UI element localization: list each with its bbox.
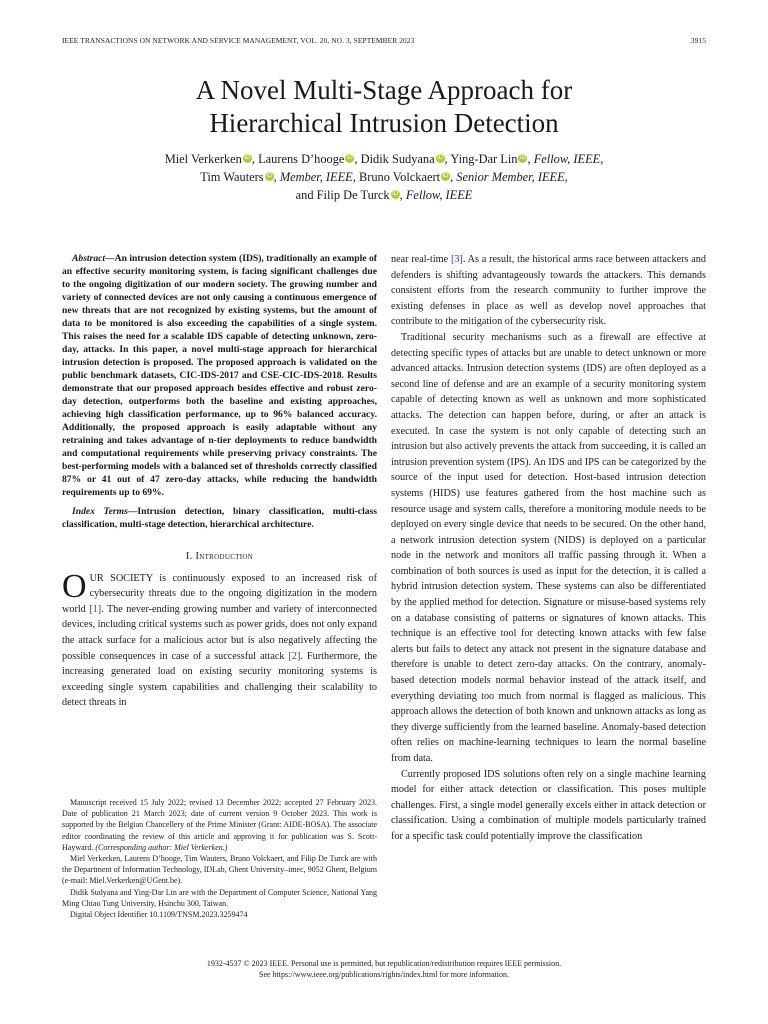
author-separator: ,: [399, 188, 406, 202]
author-name: Tim Wauters: [200, 170, 264, 184]
copyright-text: 2023 IEEE. Personal use is permitted, but republication/redistribution requires IEEE permission.: [249, 959, 562, 968]
intro-caps: UR SOCIETY: [89, 572, 153, 584]
body-text: near real-time: [391, 254, 451, 265]
issn: 1932-4537: [206, 959, 244, 968]
journal-name: IEEE TRANSACTIONS ON NETWORK AND SERVICE MANAGEMENT, VOL. 20, NO. 3, SEPTEMBER 2023: [62, 36, 415, 45]
abstract-label: Abstract: [72, 253, 106, 264]
body-paragraph: Currently proposed IDS solutions often rely on a single machine learning model for either attack detection or classification. This poses multiple challenges. First, a single model generally excels either in attack detection or classification. Using a combination of multiple models particularly trained for a specific task could potentially improve the classification: [391, 768, 706, 842]
orcid-icon[interactable]: iD: [392, 191, 398, 197]
author-separator: ,: [450, 170, 457, 184]
author-line-3: [62, 186, 706, 204]
footnote-text: Manuscript received 15 July 2022; revised 13 December 2022; accepted 27 February 2023. Date of publication 21 March 2023; date of current version 9 October 2023. This work is supported by the Belgian Chancellery of the Prime Minister (Grant: AIDE-BOSA). The associate editor coordinating the review of this article and approving it for publication was S. Scott-Hayward.: [62, 798, 377, 852]
orcid-icon[interactable]: iD: [520, 155, 526, 161]
abstract: [62, 252, 377, 499]
section-heading: [62, 549, 377, 565]
footnote-doi: Digital Object Identifier 10.1109/TNSM.2023.3259474: [70, 910, 248, 920]
page-number: 3915: [690, 36, 706, 45]
abstract-text: —An intrusion detection system (IDS), traditionally an example of an effective security monitoring system, is facing significant challenges due to the ongoing digitization of our modern society. The growing number and variety of connected devices are not only causing a continuous emergence of new threats that are not recognized by existing systems, but the amount of data to be monitored is also exceeding the capabilities of a single system. This raises the need for a scalable IDS capable of detecting unknown, zero-day, attacks. In this paper, a novel multi-stage approach for hierarchical intrusion detection is proposed. The proposed approach is validated on the public benchmark datasets, CIC-IDS-2017 and CSE-CIC-IDS-2018. Results demonstrate that our proposed approach besides effective and robust zero-day detection, outperforms both the baseline and existing approaches, achieving high classification performance, up to 96% balanced accuracy. Additionally, the proposed approach is easily adaptable without any retraining and takes advantage of n-tier deployments to reduce bandwidth and computational requirements while preserving privacy constraints. The best-performing models with a balanced set of thresholds correctly classified 87% or 41 out of 47 zero-day attacks, while reducing the bandwidth requirements up to 69%.: [62, 253, 377, 498]
section-title: Introduction: [195, 551, 254, 562]
drop-cap: O: [62, 567, 87, 605]
body-paragraph: Traditional security mechanisms such as a firewall are effective at detecting specific types of attacks but are unable to detect unknown or more advanced attacks. Intrusion detection systems (IDS) are often deployed as a second line of defense and are an example of a security monitoring system capable of detecting known as well as unknown and more sophisticated attacks. The detection can happen before, during, or after an attack is executed. In case the system is not only capable of detecting such an intrusion but also actively prevents the attack from succeeding, it is called an intrusion prevention system (IPS). An IDS and IPS can be categorized by the source of the input used for detection. Host-based intrusion detection systems (HIDS) use features gathered from the host machine such as resource usage and system calls, therefore a monitoring module needs to be deployed on every single device that needs to be secured. On the other hand, a network intrusion detection system (NIDS) is deployed on a particular node in the network and monitors all traffic passing through it. When a combination of both sources is used as input for the detection, it is called a hybrid intrusion detection system. These systems can also be differentiated by the applied method for detection. Signature or misuse-based systems rely on a database consisting of patterns or signatures of known attacks. This technique is an effective tool for detecting known attacks with few false alerts but fails to detect any attack not present in the signature database and therefore is unable to detect zero-day attacks. On the contrary, anomaly-based detection models normal behavior instead of the attack itself, and everything deviating too much from normal is flagged as malicious. This approach allows the detection of both known and unknown attacks as long as they diverge sufficiently from the learned baseline. Anomaly-based detection often relies on machine-learning techniques to learn the normal baseline from data.: [391, 331, 706, 764]
orcid-icon[interactable]: iD: [437, 155, 443, 161]
author-name: and Filip De Turck: [295, 188, 390, 202]
intro-text: . The never-ending growing number and variety of interconnected devices, including critical systems such as power grids, does not only expand the attack surface for a malicious actor but is also negatively affecting the possible consequences in case of a successful attack: [62, 603, 377, 662]
right-column: [391, 252, 706, 845]
copyright-line-2: See https://www.ieee.org/publications/rights/index.html for more information.: [259, 970, 509, 979]
author-name: , Ying-Dar Lin: [444, 152, 518, 166]
footnote-affiliation-1: Miel Verkerken, Laurens D’hooge, Tim Wauters, Bruno Volckaert, and Filip De Turck are with the Department of Information Technology, IDLab, Ghent University–imec, 9052 Ghent, Belgium (e-mail: Miel.Verkerken@UGent.be).: [62, 854, 377, 886]
copyright-icon: ©: [243, 959, 250, 968]
author-role: Senior Member, IEEE,: [456, 170, 568, 184]
index-terms-text: —Intrusion detection, binary classification, multi-class classification, multi-stage detection, hierarchical architecture.: [62, 506, 377, 530]
body-paragraph: [391, 252, 706, 330]
orcid-icon[interactable]: iD: [347, 155, 353, 161]
section-number: I.: [185, 551, 196, 562]
citation-link[interactable]: [1]: [89, 603, 102, 615]
citation-link[interactable]: [3]: [450, 254, 463, 265]
running-header: [62, 36, 706, 45]
author-name: , Bruno Volckaert: [352, 170, 441, 184]
corresponding-author: (Corresponding author: Miel Verkerken.): [95, 842, 228, 852]
title-line-2: Hierarchical Intrusion Detection: [209, 108, 559, 138]
author-line-1: [62, 150, 706, 168]
author-separator: ,: [527, 152, 534, 166]
author-name: Miel Verkerken: [164, 152, 242, 166]
intro-paragraph: [62, 567, 377, 711]
orcid-icon[interactable]: iD: [266, 173, 272, 179]
paper-title: [62, 74, 706, 140]
author-role: Member, IEEE: [279, 170, 353, 184]
author-name: , Didik Sudyana: [354, 152, 435, 166]
footnote-affiliation-2: Didik Sudyana and Ying-Dar Lin are with the Department of Computer Science, National Yang Ming Chiao Tung University, Hsinchu 300, Taiwan.: [62, 887, 377, 908]
footnote-manuscript: [62, 797, 377, 853]
author-name: , Laurens D’hooge: [251, 152, 345, 166]
author-list: [62, 150, 706, 204]
copyright-notice: [62, 958, 706, 980]
author-role: Fellow, IEEE: [405, 188, 473, 202]
author-separator: ,: [273, 170, 280, 184]
orcid-icon[interactable]: iD: [244, 155, 251, 161]
intro-text: is continuously exposed to an increased risk of cybersecurity threats due to the ongoing digitization in the modern world: [62, 572, 377, 615]
index-terms-label: Index Terms: [72, 506, 128, 517]
author-line-2: [62, 168, 706, 186]
body-text: . As a result, the historical arms race between attackers and defenders is shifting advantageously towards the attackers. This demands consistent efforts from the research community to further improve the existing defenses in place as well as develop novel approaches that contribute to the mitigation of the cybersecurity risk.: [391, 254, 706, 328]
copyright-line-1: [62, 958, 706, 969]
orcid-icon[interactable]: iD: [442, 173, 449, 179]
footnotes: [62, 797, 377, 920]
index-terms: [62, 505, 377, 531]
intro-text: . Furthermore, the increasing generated load on existing security monitoring systems is exceeding single system capabilities and challenging their scalability to detect threats in: [62, 650, 377, 709]
title-line-1: A Novel Multi-Stage Approach for: [195, 75, 573, 105]
left-column: [62, 252, 377, 711]
author-role: Fellow, IEEE,: [533, 152, 604, 166]
citation-link[interactable]: [2]: [288, 650, 301, 662]
